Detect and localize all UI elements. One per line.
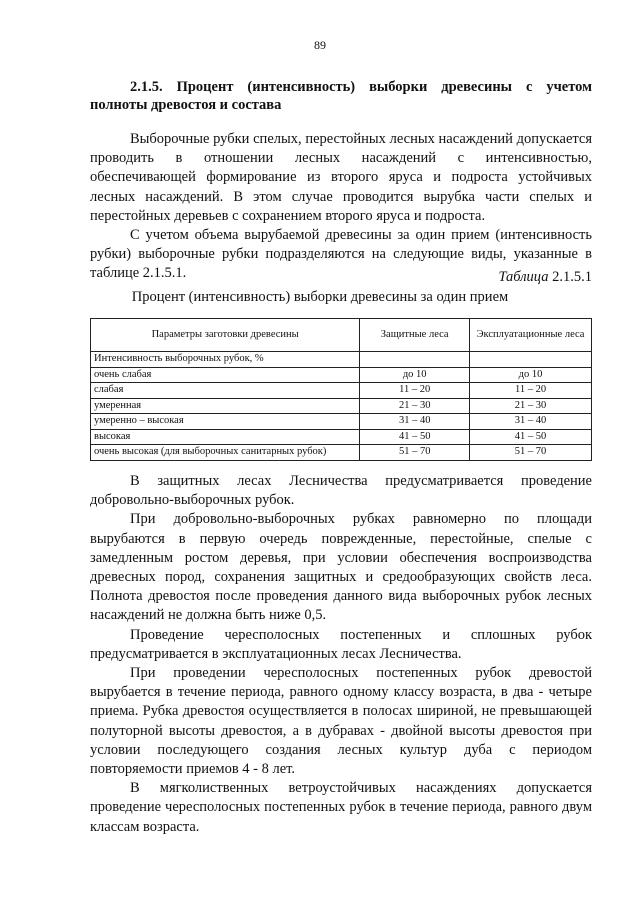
table-cell	[360, 352, 470, 368]
table-cell: 31 – 40	[360, 414, 470, 430]
paragraph: Выборочные рубки спелых, перестойных лесных насаждений допускается проводить в отношении лесных насаждений с интенсивностью, обеспечивающей формирование из второго яруса и подроста устойчивых лесных насаждений. В этом случае проводится вырубка части спелых и перестойных деревьев с сохранением второго яруса и подроста.	[90, 131, 592, 224]
table-cell: слабая	[91, 383, 360, 399]
table-cell: очень слабая	[91, 367, 360, 383]
intensity-table	[90, 318, 592, 461]
table-cell: 41 – 50	[360, 429, 470, 445]
table-cell: 51 – 70	[360, 445, 470, 461]
table-cell: очень высокая (для выборочных санитарных рубок)	[91, 445, 360, 461]
table-row	[91, 429, 592, 445]
table-caption-word: Таблица	[498, 269, 549, 285]
paragraph: В защитных лесах Лесничества предусматривается проведение добровольно-выборочных рубок.	[90, 473, 592, 509]
table-cell: 51 – 70	[470, 445, 592, 461]
section-heading	[90, 78, 592, 114]
paragraph: При проведении чересполосных постепенных рубок древостой вырубается в течение периода, равного одному классу возраста, в два - четыре приема. Рубка древостоя осуществляется в полосах шириной, не превышающей полуторной высоты древостоя, а в дубравах - двойной высоты древостоя при условии последующего создания лесных культур дуба с периодом повторяемости приемов 4 - 8 лет.	[90, 665, 592, 778]
body-text-top	[90, 130, 592, 284]
paragraph: Проведение чересполосных постепенных и сплошных рубок предусматривается в эксплуатационных лесах Лесничества.	[90, 626, 592, 662]
table-row	[91, 398, 592, 414]
table-header-cell: Параметры заготовки древесины	[91, 319, 360, 352]
paragraph: При добровольно-выборочных рубках равномерно по площади вырубаются в первую очередь поврежденные, перестойные, спелые с замедленным ростом деревья, при условии обеспечения воспроизводства древесных пород, сохранения защитных и средообразующих свойств леса. Полнота древостоя после проведения данного вида выборочных рубок лесных насаждений не должна быть ниже 0,5.	[90, 511, 592, 624]
table-cell: 11 – 20	[470, 383, 592, 399]
section-heading-line-2: полноты древостоя и состава	[90, 97, 282, 113]
table-cell: 21 – 30	[360, 398, 470, 414]
table-title: Процент (интенсивность) выборки древесины за один прием	[131, 289, 509, 305]
table-cell: 21 – 30	[470, 398, 592, 414]
table-cell: высокая	[91, 429, 360, 445]
table-caption	[499, 269, 592, 286]
table-caption-number: 2.1.5.1	[552, 269, 592, 285]
table-cell: 31 – 40	[470, 414, 592, 430]
table-row	[91, 414, 592, 430]
table-row	[91, 445, 592, 461]
table-cell: умеренная	[91, 398, 360, 414]
paragraph: В мягколиственных ветроустойчивых насаждениях допускается проведение чересполосных постепенных рубок в течение периода, равного двум классам возраста.	[90, 780, 592, 835]
table-cell: до 10	[470, 367, 592, 383]
paragraph: С учетом объема вырубаемой древесины за один прием (интенсивность рубки) выборочные рубки подразделяются на следующие виды, указанные в таблице 2.1.5.1.	[90, 227, 592, 282]
table-cell: умеренно – высокая	[91, 414, 360, 430]
table-row	[91, 352, 592, 368]
table-cell	[470, 352, 592, 368]
page-number: 89	[314, 38, 326, 52]
table-cell: Интенсивность выборочных рубок, %	[91, 352, 360, 368]
section-heading-line-1: 2.1.5. Процент (интенсивность) выборки древесины с учетом	[130, 79, 592, 95]
table-cell: до 10	[360, 367, 470, 383]
body-text-bottom	[90, 472, 592, 837]
table-cell: 11 – 20	[360, 383, 470, 399]
table-cell: 41 – 50	[470, 429, 592, 445]
table-header-cell: Защитные леса	[360, 319, 470, 352]
table-row	[91, 367, 592, 383]
table-header-row	[91, 319, 592, 352]
table-row	[91, 383, 592, 399]
table-header-cell: Эксплуатационные леса	[470, 319, 592, 352]
